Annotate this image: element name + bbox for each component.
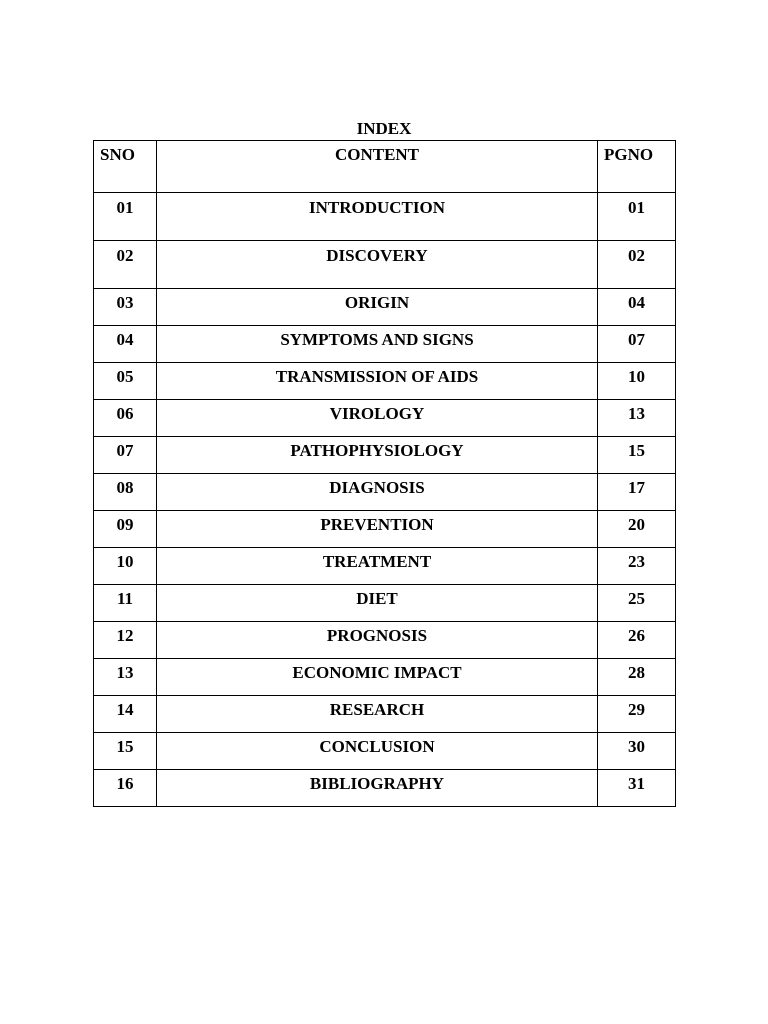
row-content: PREVENTION	[157, 511, 598, 548]
table-row	[94, 400, 676, 437]
row-pgno: 20	[598, 511, 676, 548]
table-row	[94, 363, 676, 400]
row-sno: 12	[94, 622, 157, 659]
row-content: DISCOVERY	[157, 241, 598, 289]
row-pgno: 04	[598, 289, 676, 326]
row-pgno: 23	[598, 548, 676, 585]
row-pgno: 15	[598, 437, 676, 474]
table-row	[94, 770, 676, 807]
row-content: VIROLOGY	[157, 400, 598, 437]
row-sno: 07	[94, 437, 157, 474]
table-row	[94, 289, 676, 326]
row-content: TRANSMISSION OF AIDS	[157, 363, 598, 400]
row-sno: 10	[94, 548, 157, 585]
row-content: CONCLUSION	[157, 733, 598, 770]
row-content: DIET	[157, 585, 598, 622]
row-content: PATHOPHYSIOLOGY	[157, 437, 598, 474]
row-content: RESEARCH	[157, 696, 598, 733]
row-pgno: 30	[598, 733, 676, 770]
row-sno: 14	[94, 696, 157, 733]
table-row	[94, 241, 676, 289]
table-header-row	[94, 141, 676, 193]
row-sno: 06	[94, 400, 157, 437]
column-header-pgno: PGNO	[598, 141, 676, 193]
row-sno: 08	[94, 474, 157, 511]
row-pgno: 13	[598, 400, 676, 437]
row-pgno: 10	[598, 363, 676, 400]
row-content: BIBLIOGRAPHY	[157, 770, 598, 807]
table-row	[94, 474, 676, 511]
row-content: ECONOMIC IMPACT	[157, 659, 598, 696]
row-sno: 02	[94, 241, 157, 289]
column-header-content: CONTENT	[157, 141, 598, 193]
row-sno: 03	[94, 289, 157, 326]
row-sno: 16	[94, 770, 157, 807]
table-row	[94, 193, 676, 241]
column-header-sno: SNO	[94, 141, 157, 193]
row-content: INTRODUCTION	[157, 193, 598, 241]
row-pgno: 17	[598, 474, 676, 511]
row-content: DIAGNOSIS	[157, 474, 598, 511]
row-pgno: 25	[598, 585, 676, 622]
row-content: PROGNOSIS	[157, 622, 598, 659]
row-sno: 13	[94, 659, 157, 696]
row-content: TREATMENT	[157, 548, 598, 585]
row-pgno: 07	[598, 326, 676, 363]
row-pgno: 29	[598, 696, 676, 733]
row-content: SYMPTOMS AND SIGNS	[157, 326, 598, 363]
table-row	[94, 585, 676, 622]
row-sno: 09	[94, 511, 157, 548]
page-title: INDEX	[356, 119, 412, 138]
index-table	[93, 140, 676, 807]
table-row	[94, 511, 676, 548]
table-row	[94, 437, 676, 474]
row-sno: 05	[94, 363, 157, 400]
row-sno: 11	[94, 585, 157, 622]
table-row	[94, 659, 676, 696]
table-row	[94, 733, 676, 770]
row-sno: 01	[94, 193, 157, 241]
table-row	[94, 548, 676, 585]
row-pgno: 31	[598, 770, 676, 807]
row-pgno: 01	[598, 193, 676, 241]
row-pgno: 02	[598, 241, 676, 289]
row-pgno: 26	[598, 622, 676, 659]
row-content: ORIGIN	[157, 289, 598, 326]
row-pgno: 28	[598, 659, 676, 696]
table-row	[94, 622, 676, 659]
table-row	[94, 326, 676, 363]
table-row	[94, 696, 676, 733]
row-sno: 04	[94, 326, 157, 363]
row-sno: 15	[94, 733, 157, 770]
